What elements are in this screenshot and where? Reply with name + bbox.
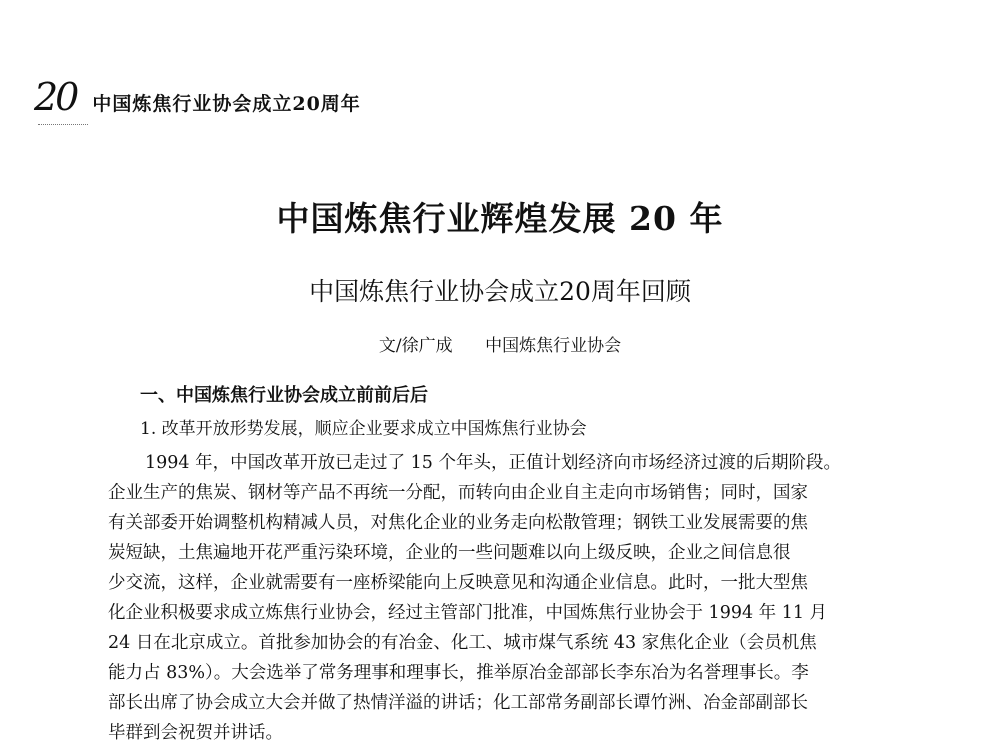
paragraph-line: 能力占 83%）。大会选举了常务理事和理事长，推举原冶金部部长李东冶为名誉理事长。李	[108, 663, 809, 683]
body-paragraph	[108, 448, 908, 743]
header-divider	[38, 124, 88, 127]
paragraph-line: 毕群到会祝贺并讲话。	[108, 723, 283, 743]
article-title: 中国炼焦行业辉煌发展 20 年	[276, 199, 724, 238]
subsection-heading: 1. 改革开放形势发展，顺应企业要求成立中国炼焦行业协会	[140, 419, 587, 439]
paragraph-line: 24 日在北京成立。首批参加协会的有冶金、化工、城市煤气系统 43 家焦化企业（会员机焦	[108, 633, 817, 653]
paragraph-line: 化企业积极要求成立炼焦行业协会，经过主管部门批准，中国炼焦行业协会于 1994 年 11 月	[108, 603, 828, 623]
paragraph-line: 企业生产的焦炭、钢材等产品不再统一分配，而转向由企业自主走向市场销售；同时，国家	[108, 483, 808, 503]
section-heading: 一、中国炼焦行业协会成立前前后后	[140, 385, 428, 406]
paragraph-line: 有关部委开始调整机构精减人员，对焦化企业的业务走向松散管理；钢铁工业发展需要的焦	[108, 513, 808, 533]
paragraph-line: 炭短缺，土焦遍地开花严重污染环境，企业的一些问题难以向上级反映，企业之间信息很	[108, 543, 791, 563]
running-header	[34, 75, 361, 119]
running-title: 中国炼焦行业协会成立20周年	[92, 93, 361, 115]
paragraph-line: 部长出席了协会成立大会并做了热情洋溢的讲话；化工部常务副部长谭竹洲、冶金部副部长	[108, 693, 808, 713]
paragraph-line: 1994 年，中国改革开放已走过了 15 个年头，正值计划经济向市场经济过渡的后期阶段。	[145, 453, 841, 473]
byline: 文/徐广成 中国炼焦行业协会	[378, 336, 622, 356]
anniversary-logo-number: 20	[34, 75, 77, 119]
article-subtitle: 中国炼焦行业协会成立20周年回顾	[309, 277, 691, 306]
paragraph-line: 少交流，这样，企业就需要有一座桥梁能向上反映意见和沟通企业信息。此时，一批大型焦	[108, 573, 808, 593]
